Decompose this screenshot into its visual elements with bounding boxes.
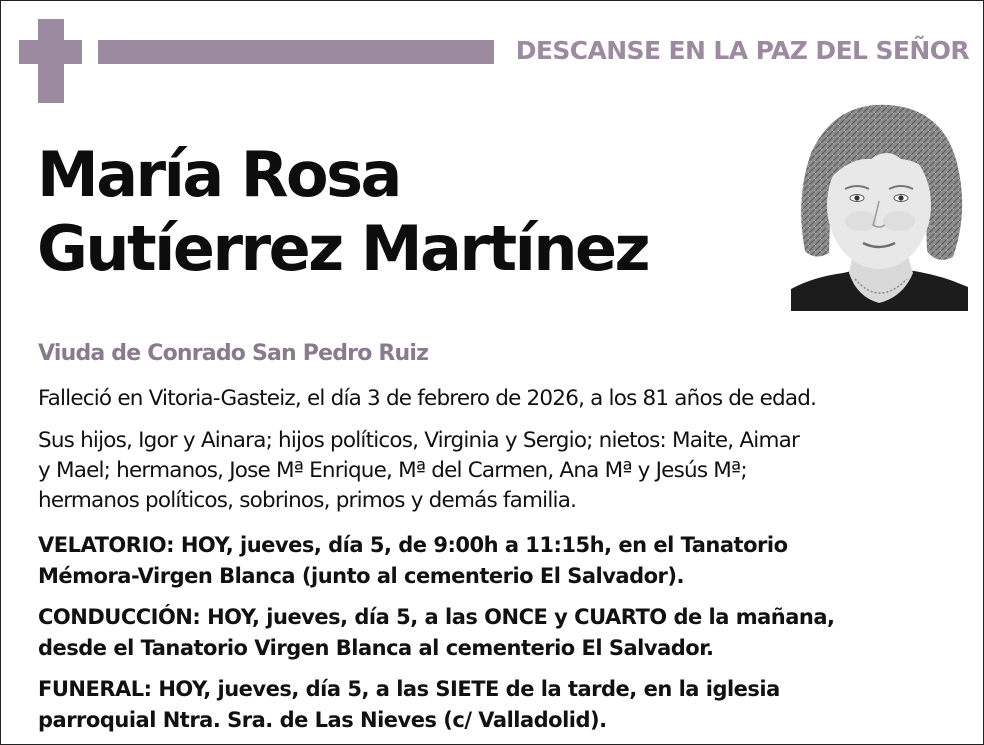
header-divider-bar <box>98 40 494 64</box>
velatorio-paragraph <box>38 530 973 592</box>
funeral-paragraph <box>38 674 973 736</box>
death-notice: Falleció en Vitoria-Gasteiz, el día 3 de febrero de 2026, a los 81 años de edad. <box>38 386 817 411</box>
family-line: Sus hijos, Igor y Ainara; hijos políticos, Virginia y Sergio; nietos: Maite, Aimar <box>38 428 800 453</box>
funeral-line: parroquial Ntra. Sra. de Las Nieves (c/ Valladolid). <box>38 708 607 732</box>
deceased-name-line2: Gutíerrez Martínez <box>37 212 649 285</box>
portrait-illustration <box>791 101 968 311</box>
family-line: hermanos políticos, sobrinos, primos y demás familia. <box>38 488 577 513</box>
cross-icon-horizontal <box>19 40 82 64</box>
conduccion-paragraph <box>38 602 973 664</box>
velatorio-line: Mémora-Virgen Blanca (junto al cementerio El Salvador). <box>38 564 684 588</box>
portrait-photo <box>791 101 968 311</box>
family-paragraph <box>38 426 973 516</box>
header-title: DESCANSE EN LA PAZ DEL SEÑOR <box>515 36 969 65</box>
family-line: y Mael; hermanos, Jose Mª Enrique, Mª del Carmen, Ana Mª y Jesús Mª; <box>38 458 747 483</box>
velatorio-line: VELATORIO: HOY, jueves, día 5, de 9:00h a 11:15h, en el Tanatorio <box>38 533 788 557</box>
conduccion-line: CONDUCCIÓN: HOY, jueves, día 5, a las ONCE y CUARTO de la mañana, <box>38 605 835 629</box>
deceased-name-line1: María Rosa <box>37 138 400 211</box>
deceased-subtitle: Viuda de Conrado San Pedro Ruiz <box>38 341 429 366</box>
conduccion-line: desde el Tanatorio Virgen Blanca al cementerio El Salvador. <box>38 636 714 660</box>
funeral-line: FUNERAL: HOY, jueves, día 5, a las SIETE de la tarde, en la iglesia <box>38 677 780 701</box>
